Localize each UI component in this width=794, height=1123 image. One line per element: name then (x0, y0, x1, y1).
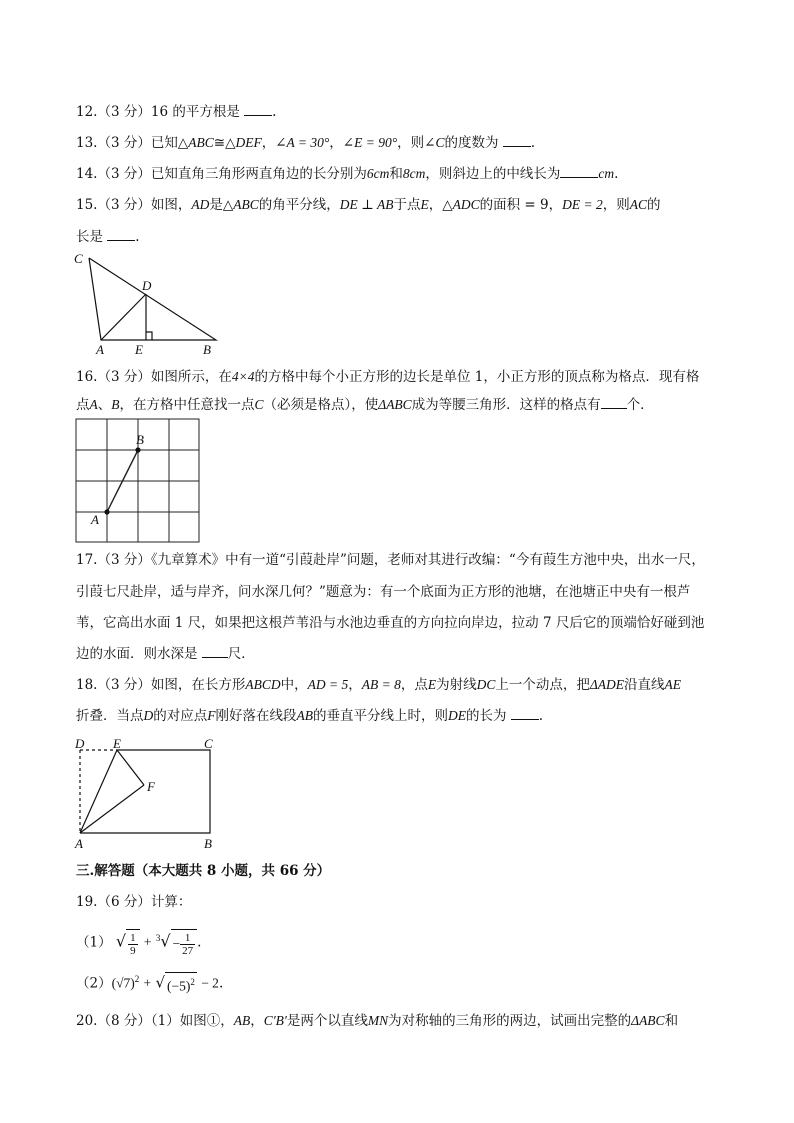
q17-line1: 17.（3 分）《九章算术》中有一道“引葭赴岸”问题，老师对其进行改编：“今有葭生方池中央，出水一尺， (76, 552, 705, 568)
q16-grid-figure (75, 418, 201, 544)
answer-blank (244, 103, 272, 116)
label-C: C (204, 736, 213, 751)
answer-blank (560, 165, 598, 178)
q12-line: 12.（3 分）16 的平方根是 . (76, 104, 277, 120)
answer-blank (107, 228, 135, 241)
q19-line: 19.（6 分）计算： (76, 894, 192, 910)
q19-part2: $(2)(√7)^2$ + √ $(-5)^2 - 2$. (76, 973, 224, 994)
label-A: A (75, 836, 83, 851)
answer-blank (511, 707, 539, 720)
q17-line2: 引葭七尺赴岸，适与岸齐，问水深几何？”题意为：有一个底面为正方形的池塘，在池塘正中央有一根芦 (76, 584, 691, 600)
q13-line: 13.（3 分）已知△ABC≅△DEF，∠A = 30°，∠E = 90°，则∠C的度数为 . (76, 135, 536, 151)
q18-rectangle-figure (70, 734, 230, 850)
answer-blank (503, 134, 531, 147)
label-E: E (135, 342, 143, 357)
q17-line4: 边的水面．则水深是 尺． (76, 646, 255, 662)
q18-line2: 折叠．当点D的对应点F刚好落在线段AB的垂直平分线上时，则DE的长为 . (76, 708, 544, 724)
q19-part1: （1） √ $\frac{1}{9}$ + $^3$√ − $\frac{1}{27}$ . (76, 924, 201, 958)
q15-line2: 长是 . (76, 229, 140, 245)
q15-triangle-figure (70, 248, 230, 358)
q14-line: 14.（3 分）已知直角三角形两直角边的长分别为6cm和8cm，则斜边上的中线长为 cm. (76, 166, 619, 182)
section-heading: 三.解答题（本大题共 8 小题，共 66 分） (76, 863, 331, 879)
label-D: D (75, 736, 85, 751)
q18-line1: 18.（3 分）如图，在长方形ABCD中，AD = 5，AB = 8，点E为射线DC上一个动点，把ΔADE沿直线AE (76, 677, 682, 693)
answer-blank (601, 396, 627, 409)
label-A: A (91, 512, 99, 527)
q16-line1: 16.（3 分）如图所示，在4×4的方格中每个小正方形的边长是单位 1，小正方形的顶点称为格点．现有格 (76, 369, 700, 385)
label-E: E (113, 736, 121, 751)
q17-line3: 苇，它高出水面 1 尺，如果把这根芦苇沿与水池边垂直的方向拉向岸边，拉动 7 尺后它的顶端恰好碰到池 (76, 615, 705, 631)
q15-line1: 15.（3 分）如图，AD是△ABC的角平分线，DE ⊥ AB于点E，△ADC的面积 = 9，DE = 2，则AC的 (76, 197, 661, 213)
label-B: B (203, 342, 211, 357)
label-F: F (147, 779, 155, 794)
label-C: C (74, 251, 83, 266)
label-D: D (142, 278, 152, 293)
label-A: A (96, 342, 104, 357)
label-B: B (204, 836, 212, 851)
q16-line2: 点A、B，在方格中任意找一点C（必须是格点），使ΔABC成为等腰三角形．这样的格点有 个． (76, 397, 654, 413)
answer-blank (202, 645, 228, 658)
label-B: B (136, 432, 144, 447)
q20-line1: 20.（8 分）（1）如图①，AB，C′B′是两个以直线MN为对称轴的三角形的两边，试画出完整的ΔABC和 (76, 1013, 679, 1029)
